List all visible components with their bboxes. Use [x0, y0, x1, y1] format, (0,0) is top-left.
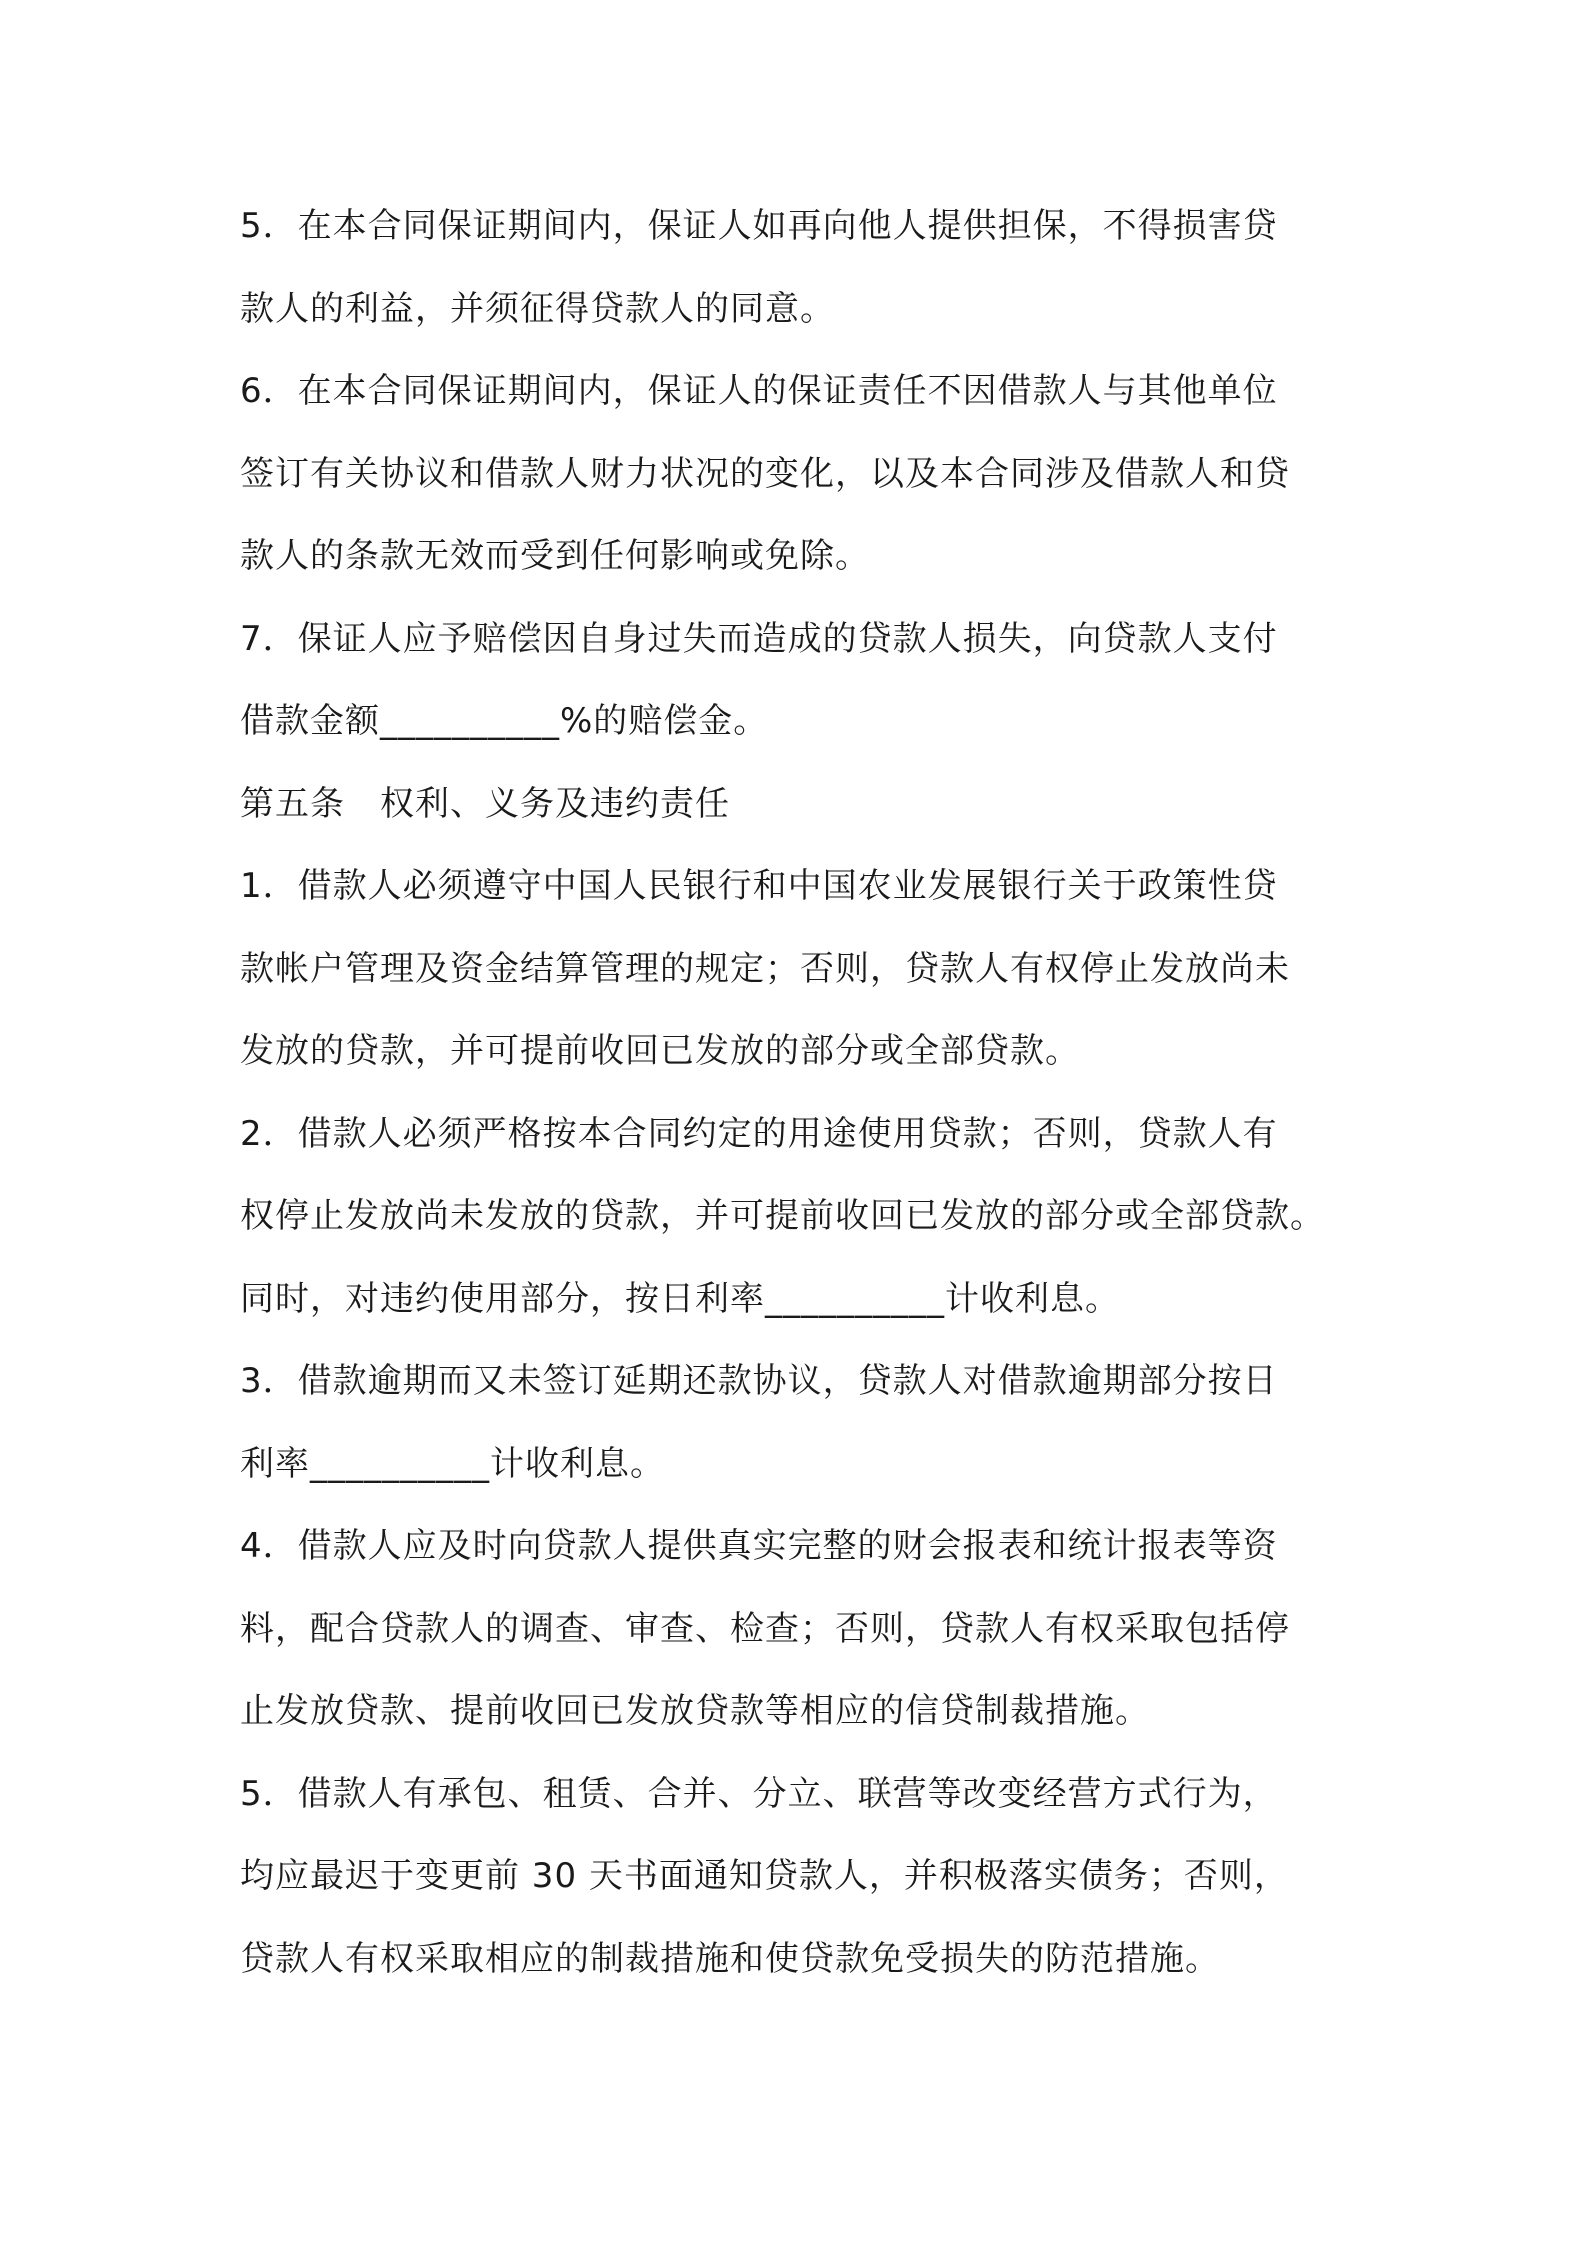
text-line: 止发放贷款、提前收回已发放贷款等相应的信贷制裁措施。	[240, 1691, 1150, 1731]
text-line: 2．借款人必须严格按本合同约定的用途使用贷款；否则，贷款人有	[240, 1113, 1278, 1154]
text-line: 款帐户管理及资金结算管理的规定；否则，贷款人有权停止发放尚未	[240, 948, 1290, 989]
text-line: 5．在本合同保证期间内，保证人如再向他人提供担保，不得损害贷	[240, 206, 1278, 246]
text-line: 3．借款逾期而又未签订延期还款协议，贷款人对借款逾期部分按日	[240, 1361, 1278, 1401]
text-line: 5．借款人有承包、租赁、合并、分立、联营等改变经营方式行为，	[240, 1773, 1278, 1814]
document-body	[240, 185, 1360, 2000]
text-line: 料，配合贷款人的调查、审查、检查；否则，贷款人有权采取包括停	[240, 1608, 1290, 1649]
text-line: 利率__________计收利息。	[240, 1443, 665, 1484]
text-line: 签订有关协议和借款人财力状况的变化，以及本合同涉及借款人和贷	[240, 453, 1290, 494]
text-line: 借款金额__________%的赔偿金。	[240, 701, 769, 741]
text-line: 同时，对违约使用部分，按日利率__________计收利息。	[240, 1278, 1120, 1319]
text-line: 发放的贷款，并可提前收回已发放的部分或全部贷款。	[240, 1031, 1080, 1071]
text-line: 款人的利益，并须征得贷款人的同意。	[240, 288, 835, 329]
text-line: 均应最迟于变更前 30 天书面通知贷款人，并积极落实债务；否则，	[240, 1856, 1289, 1896]
text-line: 贷款人有权采取相应的制裁措施和使贷款免受损失的防范措施。	[240, 1938, 1220, 1979]
text-line: 6．在本合同保证期间内，保证人的保证责任不因借款人与其他单位	[240, 371, 1278, 411]
text-line: 4．借款人应及时向贷款人提供真实完整的财会报表和统计报表等资	[240, 1526, 1278, 1566]
text-line: 1．借款人必须遵守中国人民银行和中国农业发展银行关于政策性贷	[240, 866, 1278, 906]
section-heading: 第五条 权利、义务及违约责任	[240, 783, 730, 824]
text-line: 款人的条款无效而受到任何影响或免除。	[240, 536, 870, 576]
text-line: 权停止发放尚未发放的贷款，并可提前收回已发放的部分或全部贷款。	[240, 1196, 1325, 1236]
text-line: 7．保证人应予赔偿因自身过失而造成的贷款人损失，向贷款人支付	[240, 618, 1278, 659]
